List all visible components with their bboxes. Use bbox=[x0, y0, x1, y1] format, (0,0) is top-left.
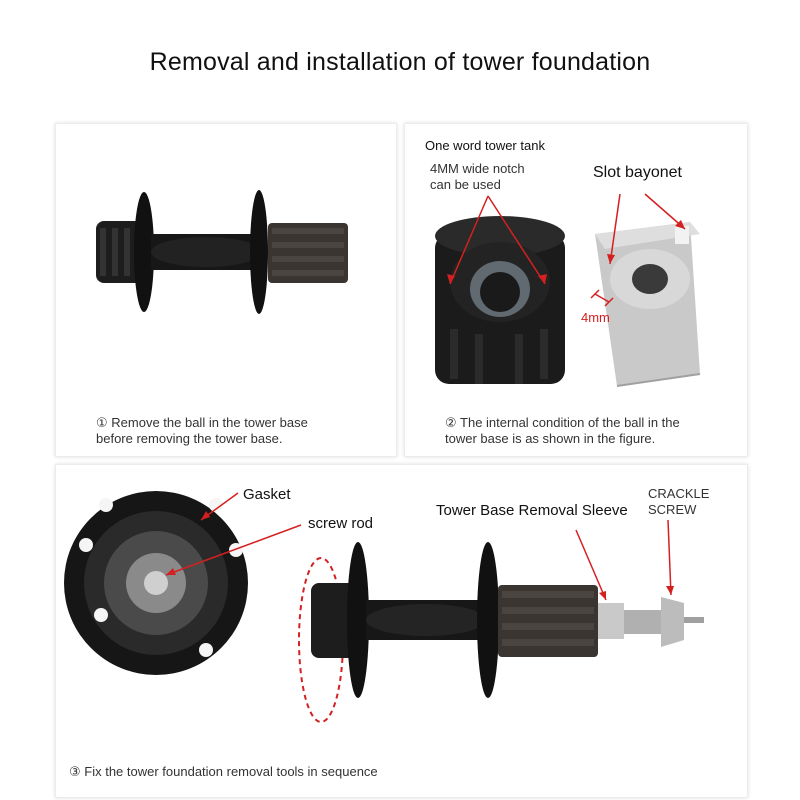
notch-label-line1: 4MM wide notch bbox=[430, 161, 525, 176]
step-2-caption-line1: ② The internal condition of the ball in the bbox=[445, 415, 680, 430]
dimension-label: 4mm bbox=[581, 310, 610, 325]
crackle-label-line1: CRACKLE bbox=[648, 486, 710, 501]
step-1-caption-line1: ① Remove the ball in the tower base bbox=[96, 415, 308, 430]
slot-bayonet-label: Slot bayonet bbox=[593, 164, 682, 181]
sleeve-label: Tower Base Removal Sleeve bbox=[436, 502, 628, 519]
hub-illustration bbox=[56, 124, 396, 456]
step-2-panel bbox=[404, 123, 748, 457]
tool-assembly-illustration bbox=[56, 465, 747, 797]
tower-tank-heading: One word tower tank bbox=[425, 138, 545, 153]
step-1-panel bbox=[55, 123, 397, 457]
crackle-label-line2: SCREW bbox=[648, 502, 697, 517]
step-2-caption-line2: tower base is as shown in the figure. bbox=[445, 431, 656, 446]
page-title: Removal and installation of tower foundation bbox=[149, 48, 651, 76]
step-1-caption-line2: before removing the tower base. bbox=[96, 431, 283, 446]
step-3-panel bbox=[55, 464, 748, 798]
step-3-caption: ③ Fix the tower foundation removal tools in sequence bbox=[69, 764, 378, 779]
notch-label-line2: can be used bbox=[430, 177, 501, 192]
screw-rod-label: screw rod bbox=[308, 515, 374, 532]
gasket-label: Gasket bbox=[243, 486, 291, 503]
